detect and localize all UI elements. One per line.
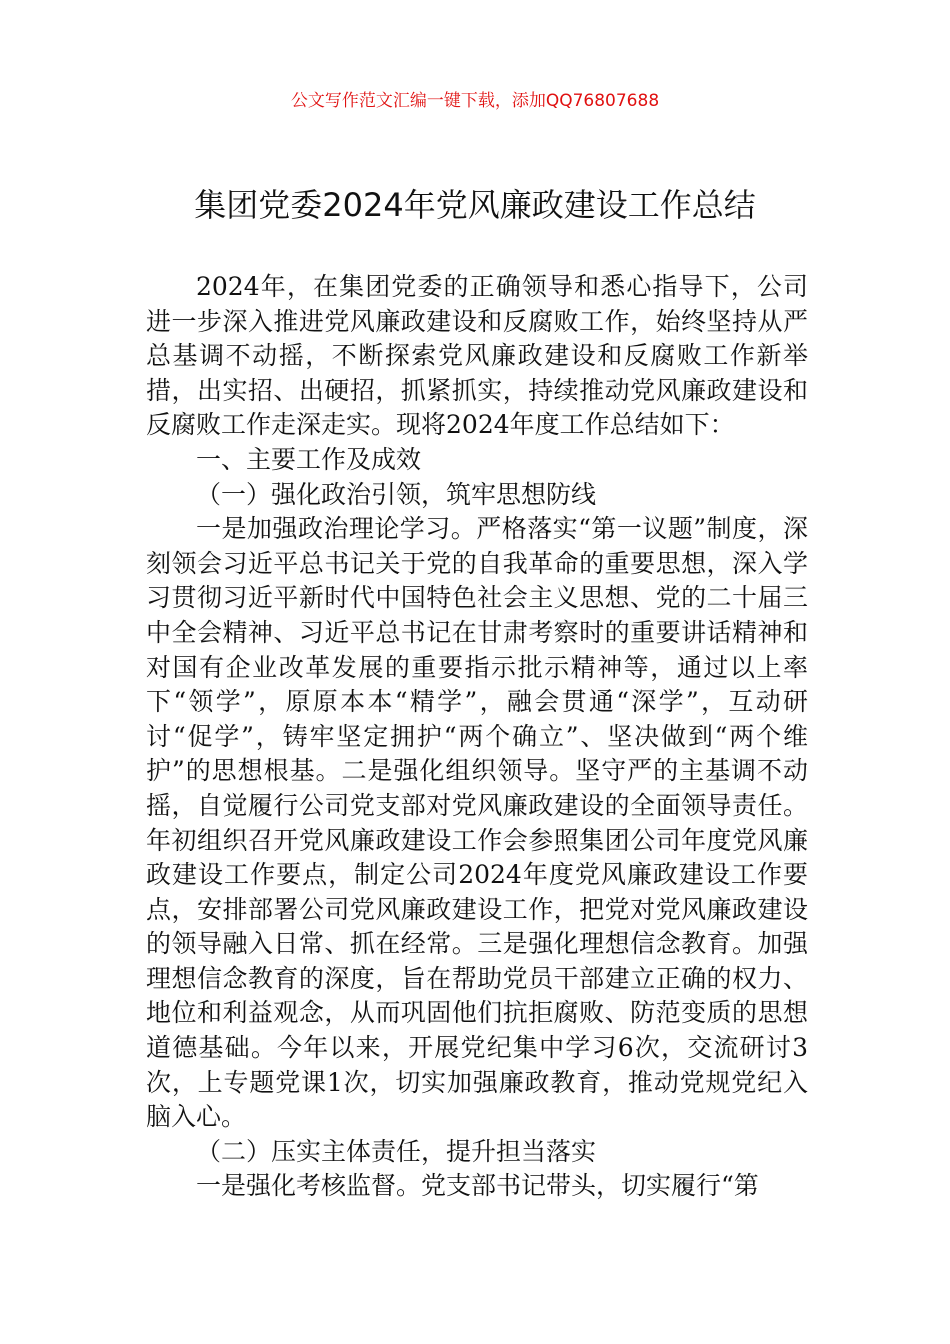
- document-body: [146, 270, 808, 1204]
- paragraph-assessment-supervision: 一是强化考核监督。党支部书记带头，切实履行“第: [196, 1171, 759, 1201]
- paragraph-intro: 2024年，在集团党委的正确领导和悉心指导下，公司进一步深入推进党风廉政建设和反腐败工作，始终坚持从严总基调不动摇，不断探索党风廉政建设和反腐败工作新举措，出实招、出硬招，抓紧抓实，持续推动党风廉政建设和反腐败工作走深走实。现将2024年度工作总结如下：: [146, 272, 808, 440]
- paragraph-political-study: 一是加强政治理论学习。严格落实“第一议题”制度，深刻领会习近平总书记关于党的自我革命的重要思想，深入学习贯彻习近平新时代中国特色社会主义思想、党的二十届三中全会精神、习近平总书记在甘肃考察时的重要讲话精神和对国有企业改革发展的重要指示批示精神等，通过以上率下“领学”，原原本本“精学”，融会贯通“深学”，互动研讨“促学”，铸牢坚定拥护“两个确立”、坚决做到“两个维护”的思想根基。二是强化组织领导。坚守严的主基调不动摇，自觉履行公司党支部对党风廉政建设的全面领导责任。年初组织召开党风廉政建设工作会参照集团公司年度党风廉政建设工作要点，制定公司2024年度党风廉政建设工作要点，安排部署公司党风廉政建设工作，把党对党风廉政建设的领导融入日常、抓在经常。三是强化理想信念教育。加强理想信念教育的深度，旨在帮助党员干部建立正确的权力、地位和利益观念，从而巩固他们抗拒腐败、防范变质的思想道德基础。今年以来，开展党纪集中学习6次，交流研讨3次，上专题党课1次，切实加强廉政教育，推动党规党纪入脑入心。: [146, 514, 808, 1132]
- document-title: 集团党委2024年党风廉政建设工作总结: [194, 186, 756, 224]
- heading-main-work: 一、主要工作及成效: [196, 444, 422, 474]
- subheading-political-guidance: （一）强化政治引领，筑牢思想防线: [196, 479, 597, 509]
- subheading-main-responsibility: （二）压实主体责任，提升担当落实: [196, 1136, 597, 1166]
- header-note: 公文写作范文汇编一键下载，添加QQ76807688: [290, 91, 660, 111]
